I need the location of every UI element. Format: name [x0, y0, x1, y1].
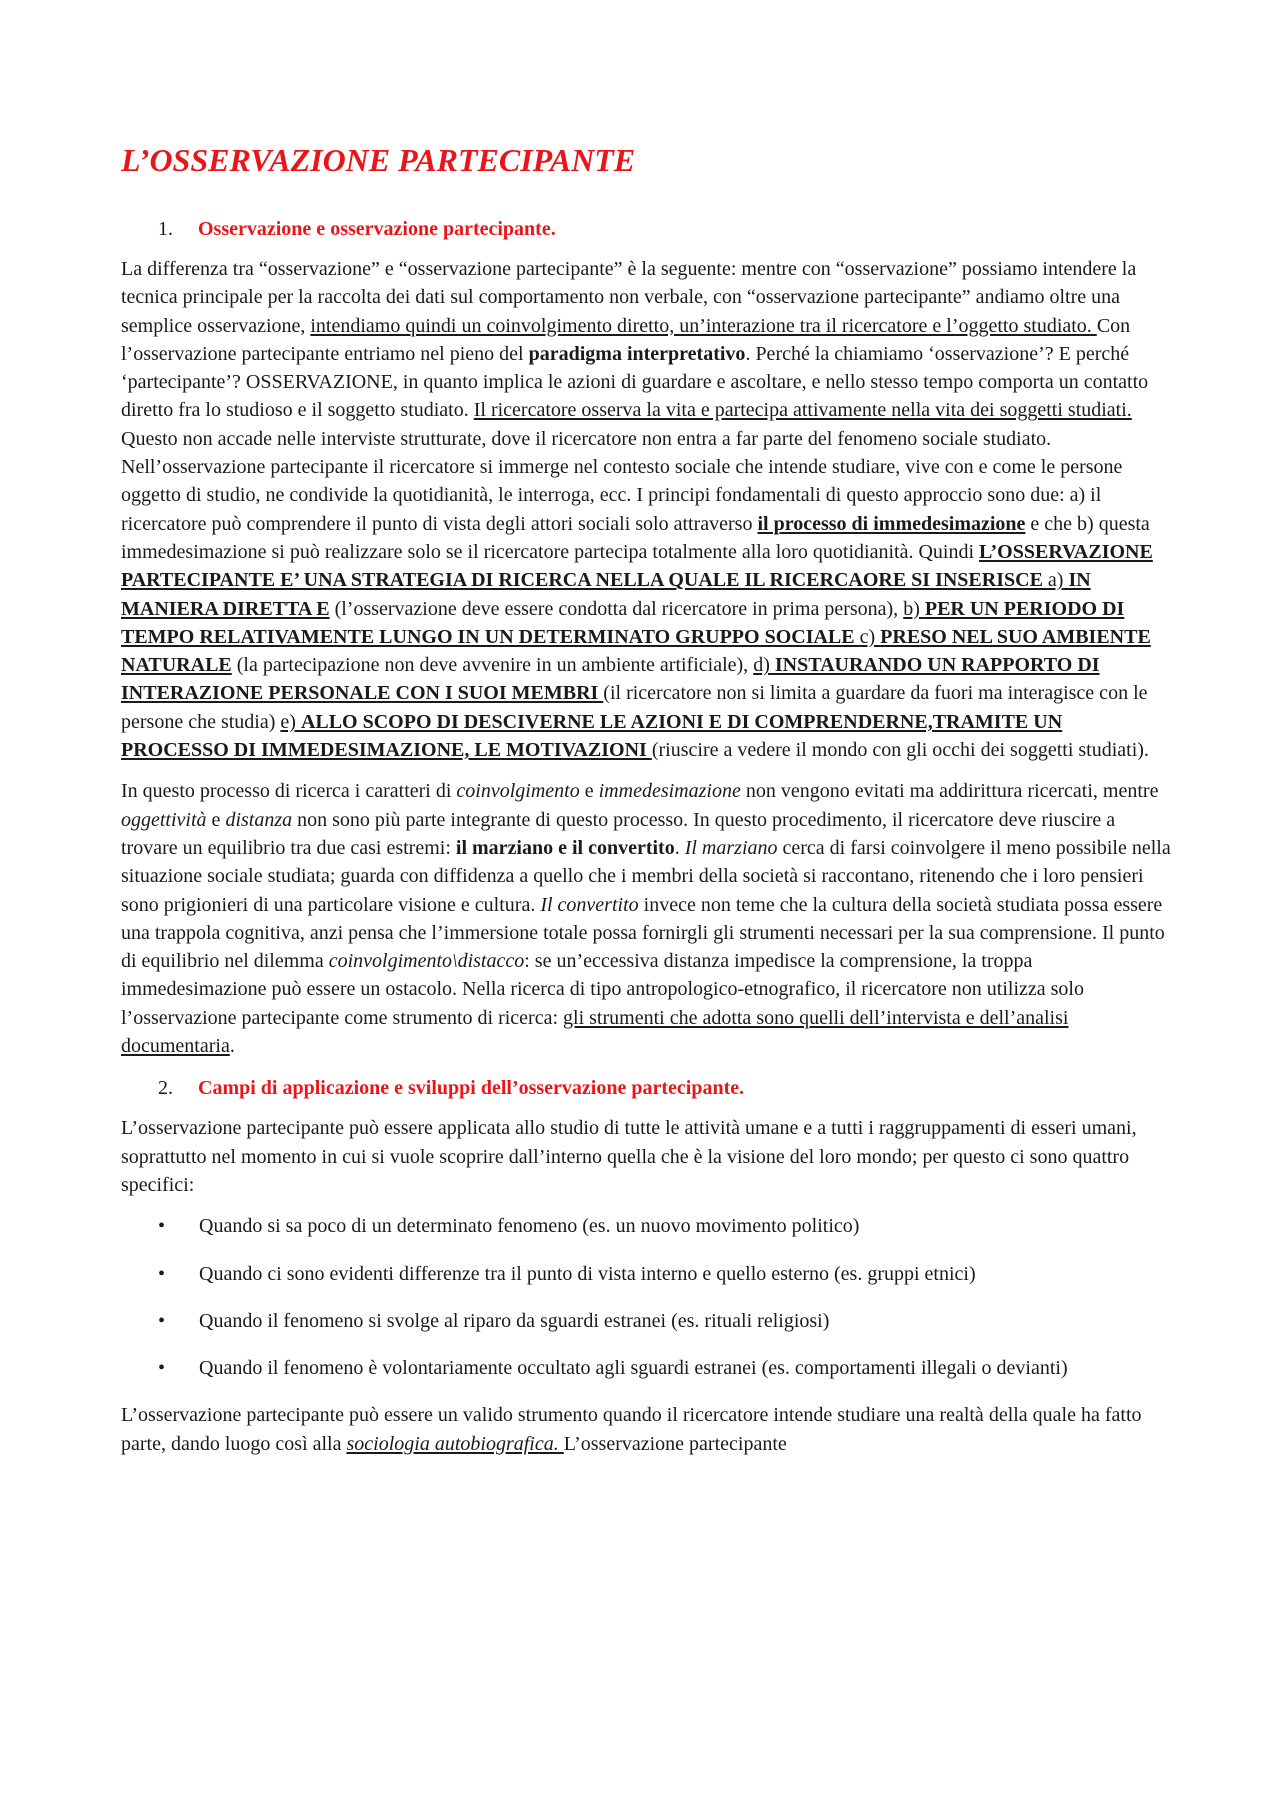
section-number: 2.: [158, 1077, 173, 1100]
paragraph-autobiografica: L’osservazione partecipante può essere un valido strumento quando il ricercatore intende studiare una realtà della quale ha fatto parte, dando luogo così alla sociologia autobiografica. L’osservazione partecipante: [121, 1404, 1142, 1455]
bullet-icon: •: [158, 1262, 166, 1285]
paragraph-marziano-convertito: In questo processo di ricerca i caratteri di coinvolgimento e immedesimazione non vengono evitati ma addirittura ricercati, mentre oggettività e distanza non sono più parte integrante di questo processo. In questo procedimento, il ricercatore deve riuscire a trovare un equilibrio tra due casi estremi: il marziano e il convertito. Il marziano cerca di farsi coinvolgere il meno possibile nella situazione sociale studiata; guarda con diffidenza a quello che i membri della società si raccontano, ritenendo che i loro pensieri sono prigionieri di una particolare visione e cultura. Il convertito invece non teme che la cultura della società studiata possa essere una trappola cognitiva, anzi pensa che l’immersione totale possa fornirgli gli strumenti necessari per la sua comprensione. Il punto di equilibrio nel dilemma coinvolgimento\distacco: se un’eccessiva distanza impedisce la comprensione, la troppa immedesimazione può essere un ostacolo. Nella ricerca di tipo antropologico-etnografico, il ricercatore non utilizza solo l’osservazione partecipante come strumento di ricerca: gli strumenti che adotta sono quelli dell’intervista e dell’analisi documentaria.: [121, 780, 1171, 1058]
document-title: L’OSSERVAZIONE PARTECIPANTE: [121, 142, 636, 178]
section-title: Campi di applicazione e sviluppi dell’osservazione partecipante.: [198, 1077, 745, 1100]
paragraph-applicazione: L’osservazione partecipante può essere applicata allo studio di tutte le attività umane e a tutti i raggruppamenti di esseri umani, soprattutto nel momento in cui si vuole scoprire dall’interno quella che è la visione del loro mondo; per questo ci sono quattro specifici:: [121, 1117, 1137, 1196]
bullet-icon: •: [158, 1309, 166, 1332]
list-item: • Quando il fenomeno si svolge al riparo da sguardi estranei (es. rituali religiosi): [121, 1307, 1171, 1335]
bullet-icon: •: [158, 1215, 166, 1238]
section-heading-2: [158, 1074, 1171, 1102]
bullet-list: [121, 1212, 1171, 1382]
bullet-icon: •: [158, 1357, 166, 1380]
section-title: Osservazione e osservazione partecipante.: [198, 218, 556, 240]
list-item: • Quando il fenomeno è volontariamente occultato agli sguardi estranei (es. comportamenti illegali o devianti): [121, 1354, 1171, 1382]
paragraph-definition: La differenza tra “osservazione” e “osservazione partecipante” è la seguente: mentre con “osservazione” possiamo intendere la tecnica principale per la raccolta dei dati sul comportamento non verbale, con “osservazione partecipante” andiamo oltre una semplice osservazione, intendiamo quindi un coinvolgimento diretto, un’interazione tra il ricercatore e l’oggetto studiato. Con l’osservazione partecipante entriamo nel pieno del paradigma interpretativo. Perché la chiamiamo ‘osservazione’? E perché ‘partecipante’? OSSERVAZIONE, in quanto implica le azioni di guardare e ascoltare, e nello stesso tempo comporta un contatto diretto fra lo studioso e il soggetto studiato. Il ricercatore osserva la vita e partecipa attivamente nella vita dei soggetti studiati. Questo non accade nelle interviste strutturate, dove il ricercatore non entra a far parte del fenomeno sociale studiato. Nell’osservazione partecipante il ricercatore si immerge nel contesto sociale che intende studiare, vive con e come le persone oggetto di studio, ne condivide la quotidianità, le interroga, ecc. I principi fondamentali di questo approccio sono due: a) il ricercatore può comprendere il punto di vista degli attori sociali solo attraverso il processo di immedesimazione e che b) questa immedesimazione si può realizzare solo se il ricercatore partecipa totalmente alla loro quotidianità. Quindi L’OSSERVAZIONE PARTECIPANTE E’ UNA STRATEGIA DI RICERCA NELLA QUALE IL RICERCAORE SI INSERISCE a) IN MANIERA DIRETTA E (l’osservazione deve essere condotta dal ricercatore in prima persona), b) PER UN PERIODO DI TEMPO RELATIVAMENTE LUNGO IN UN DETERMINATO GRUPPO SOCIALE c) PRESO NEL SUO AMBIENTE NATURALE (la partecipazione non deve avvenire in un ambiente artificiale), d) INSTAURANDO UN RAPPORTO DI INTERAZIONE PERSONALE CON I SUOI MEMBRI (il ricercatore non si limita a guardare da fuori ma interagisce con le persone che studia) e) ALLO SCOPO DI DESCIVERNE LE AZIONI E DI COMPRENDERNE,TRAMITE UN PROCESSO DI IMMEDESIMAZIONE, LE MOTIVAZIONI (riuscire a vedere il mondo con gli occhi dei soggetti studiati).: [121, 258, 1153, 762]
section-number: 1.: [158, 218, 173, 240]
list-item: • Quando ci sono evidenti differenze tra il punto di vista interno e quello esterno (es. gruppi etnici): [121, 1260, 1171, 1288]
list-item: • Quando si sa poco di un determinato fenomeno (es. un nuovo movimento politico): [121, 1212, 1171, 1240]
document-page: [121, 140, 1171, 1471]
section-heading-1: [158, 215, 1171, 243]
